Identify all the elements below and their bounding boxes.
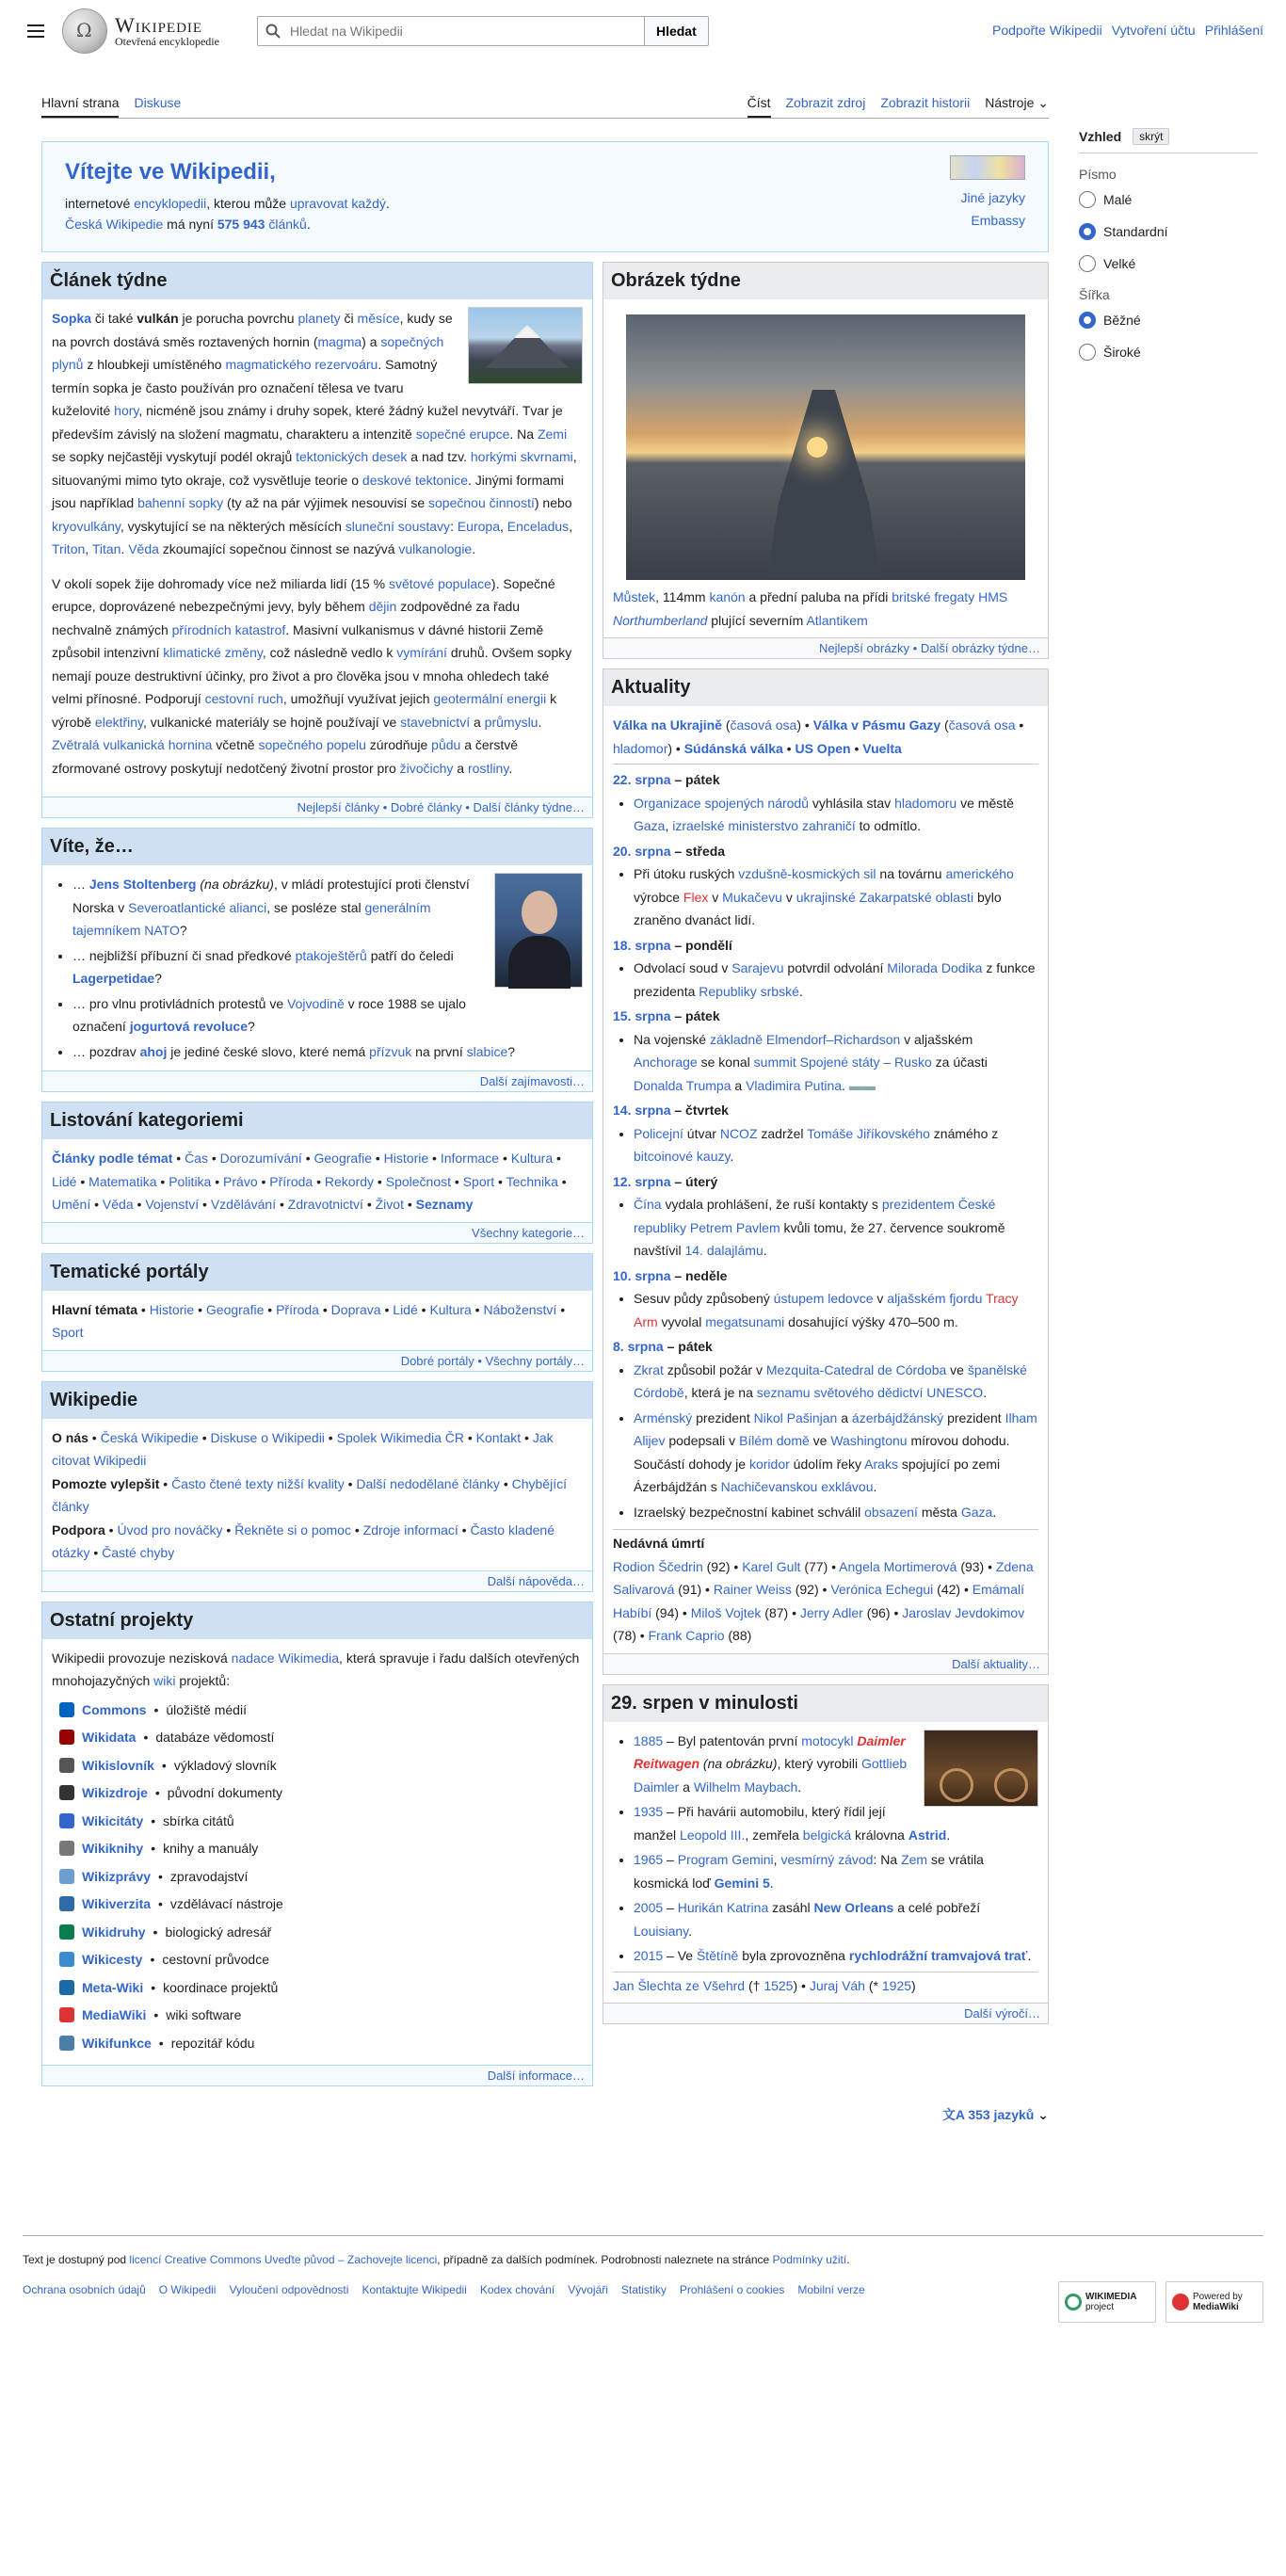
portals-box [41,1253,593,1372]
footer-link[interactable]: Vývojáři [568,2283,608,2296]
wikinews-icon [59,1869,74,1884]
project-link[interactable]: Wikizdroje [82,1785,148,1800]
wordmark-title: Wikipedie [115,13,203,38]
category-link[interactable]: Kultura [510,1151,554,1166]
portals-more[interactable] [42,1350,592,1371]
badge-text: Powered by [1193,2292,1243,2302]
other-projects-box [41,1602,593,2087]
project-link[interactable]: Wikiverzita [82,1896,152,1911]
wikimedia-foundation-link[interactable]: nadace Wikimedia [231,1650,340,1666]
more-link[interactable]: Všechny kategorie… [472,1225,585,1240]
other-languages-link[interactable]: Jiné jazyky [960,189,1025,205]
categories-box [41,1102,593,1244]
footer-link[interactable]: Prohlášení o cookies [679,2283,785,2296]
project-link[interactable]: Wikiknihy [82,1841,144,1856]
wiktionary-icon [59,1758,74,1773]
project-link[interactable]: Commons [82,1701,147,1717]
badge-text: project [1085,2302,1115,2312]
volcano-image[interactable] [468,307,583,384]
project-item [59,1865,583,1889]
tab-view-source[interactable]: Zobrazit zdroj [785,95,866,110]
categories-title: Listování kategoriemi [42,1103,592,1139]
chevron-down-icon: ⌄ [1037,2107,1049,2122]
featured-article-box [41,262,593,818]
project-item [59,1781,583,1805]
footer-link[interactable]: Vyloučení odpovědnosti [229,2283,349,2296]
wordmark-tagline: Otevřená encyklopedie [115,35,219,49]
portal-link[interactable]: Kultura [429,1301,472,1317]
picture-more[interactable] [603,637,1048,658]
radio-selected-icon [1079,223,1096,240]
text: , případně za dalších podmínek. Podrobnosti naleznete na stránce [437,2253,770,2266]
did-you-know-more[interactable] [42,1071,592,1091]
search-input[interactable] [288,23,627,40]
other-projects-body [42,1639,592,2066]
project-description: sbírka citátů [163,1812,234,1828]
articles-link[interactable]: článků [268,217,307,233]
portal-link[interactable]: Náboženství [483,1301,557,1317]
tab-discussion[interactable]: Diskuse [134,95,182,110]
separator: • [158,2035,164,2051]
tab-read[interactable]: Číst [747,95,771,118]
category-link[interactable]: Technika [506,1173,558,1189]
category-link[interactable]: Vzdělávání [210,1197,277,1212]
project-item [59,1976,583,2000]
more-link[interactable]: Nejlepší obrázky • Další obrázky týdne… [818,641,1040,655]
puzzle-logo-icon[interactable] [950,155,1025,180]
more-link[interactable]: Nejlepší články • Dobré články • Další články týdne… [297,800,585,814]
chevron-down-icon: ⌄ [1037,95,1049,110]
terms-link[interactable]: Podmínky užití [772,2253,847,2266]
appearance-panel [1079,128,1258,376]
project-item [59,1699,583,1722]
main-menu-button[interactable] [23,18,49,44]
news-body: Válka na Ukrajině (časová osa) • Válka v Pásmu Gazy (časová osa • hladomor) • Súdánská válka • US Open • Vuelta 22. srpna – pátek • Organizace spojených národů vyhlásila stav hladomoru ve městě Gaza, izraelské ministerstvo zahraničí to odmítlo. 20. srpna – středa • Při útoku ruských vzdušně-kosmických sil na továrnu amerického výrobce Flex v Mukačevu v ukrajinské Zakarpatské oblasti bylo zraněno dvanáct lidí. 18. srpna – pondělí • Odvolací soud v Sarajevu potvrdil odvolání Milorada Dodika z funkce prezidenta Republiky srbské. 15. srpna – pátek • Na vojenské základně Elmendorf–Richardson v aljašském Anchorage se konal summit Spojené státy – Rusko za účasti Donalda Trumpa a Vladimira Putina. ▬▬ 14. srpna – čtvrtek • Policejní útvar NCOZ zadržel Tomáše Jiříkovského známého z bitcoinové kauzy. 12. srpna – úterý • Čína vydala prohlášení, že ruší kontakty s prezidentem České republiky Petrem Pavlem kvůli tomu, že 27. července soukromě navštívil 14. dalajlámu. 10. srpna – neděle • Sesuv půdy způsobený ústupem ledovce v aljašském fjordu Tracy Arm vyvolal megatsunami dosahující výšky 470–500 m. 8. srpna – pátek • Zkrat způsobil požár v Mezquita-Catedral de Córdoba ve španělské Córdobě, která je na seznamu světového dědictví UNESCO. • Arménský prezident Nikol Pašinjan a ázerbájdžánský prezident Ilham Alijev podepsali v Bílém domě ve Washingtonu mírovou dohodu. Součástí dohody je koridor údolím řeky Araks spojující po zemi Ázerbájdžán s Nachičevanskou exklávou. • Izraelský bezpečnostní kabinet schválil obsazení města Gaza. Nedávná úmrtí Rodion Ščedrin (92) • Karel Gult (77) • Angela Mortimerová (93) • Zdena Salivarová (91) • Rainer Weiss (92) • Verónica Echegui (42) • Emámalí Habíbí (94) • Miloš Vojtek (87) • Jerry Adler (96) • Jaroslav Jevdokimov (78) • Frank Caprio (88) [603,706,1048,1653]
footer-link[interactable]: O Wikipedii [158,2283,217,2296]
separator: • [158,1896,163,1911]
wiki-link[interactable]: wiki [153,1673,176,1688]
text: Text je dostupný pod [23,2253,127,2266]
project-link[interactable]: Wikicitáty [82,1812,144,1828]
radio-selected-icon [1079,312,1096,329]
separator: • [153,1924,158,1940]
project-item [59,1810,583,1833]
featured-article-title: Článek týdne [42,263,592,299]
wikimedia-logo-icon [1065,2294,1082,2310]
welcome-right [950,155,1025,232]
main-content [41,141,1049,2124]
globe-icon [62,8,107,54]
category-link[interactable]: Informace [440,1151,500,1166]
wikipedia-help-box [41,1381,593,1592]
project-item [59,2032,583,2055]
category-link[interactable]: Věda [102,1197,134,1212]
did-you-know-title: Víte, že… [42,829,592,865]
project-description: knihy a manuály [163,1841,259,1856]
project-link[interactable]: Wikizprávy [82,1868,152,1884]
separator: • [161,1757,167,1773]
category-link[interactable]: Politika [169,1173,212,1189]
separator: • [151,1812,156,1828]
daimler-motorcycle-image[interactable] [924,1730,1038,1807]
project-description: wiki software [166,2007,242,2022]
project-item [59,1892,583,1916]
width-option-label: Běžné [1103,313,1141,328]
czech-wikipedia-link[interactable]: Česká Wikipedie [65,217,164,233]
featured-article-more[interactable] [42,797,592,817]
site-header [0,0,1286,62]
width-option-wide[interactable] [1079,344,1258,361]
text: Wikipedii provozuje nezisková [52,1650,228,1666]
history-more[interactable] [603,2003,1048,2023]
stoltenberg-portrait-image[interactable] [494,873,583,988]
category-link[interactable]: Umění [52,1197,91,1212]
category-link[interactable]: Seznamy [415,1197,474,1212]
portal-link[interactable]: Lidé [393,1301,418,1317]
separator: • [150,1952,155,1967]
portal-link[interactable]: Doprava [330,1301,381,1317]
wikimedia-project-badge[interactable] [1058,2281,1156,2323]
portal-link[interactable]: Geografie [205,1301,265,1317]
create-account-link[interactable]: Vytvoření účtu [1111,23,1196,38]
portals-body: Hlavní témata • Historie • Geografie • Příroda • Doprava • Lidé • Kultura • Náboženství • Sport [52,1301,566,1340]
edit-link[interactable]: upravovat každý [289,196,386,211]
badge-text: WIKIMEDIA [1085,2292,1137,2302]
project-description: výkladový slovník [173,1757,277,1773]
featured-article-body: Sopka či také vulkán je porucha povrchu planety či měsíce, kudy se na povrch dostává směs roztavených hornin (magma) a sopečných plynů z hloubkeji umístěného magmatického rezervoáru. Samotný termín sopka je často používán pro označení tělesa ve tvaru kuželovité hory, nicméně jsou známy i druhy sopek, které žádný kužel nevytváří. Tvar je především závislý na složení magmatu, charakteru a intenzitě sopečné erupce. Na Zemi se sopky nejčastěji vyskytují podél okrajů tektonických desek a nad tzv. horkými skvrnami, situovanými mimo tyto okraje, což vysvětluje teorie o deskové tektonice. Jinými formami jsou například bahenní sopky (ty až na pár výjimek nesouvisí se sopečnou činností) nebo kryovulkány, vyskytující se na některých měsících sluneční soustavy: Europa, Enceladus, Triton, Titan. Věda zkoumající sopečnou činnost se nazývá vulkanologie. V okolí sopek žije dohromady více než miliarda lidí (15 % světové populace). Sopečné erupce, doprovázené nebezpečnými jevy, byly během dějin zodpovědné za řadu nechvalně známých přírodních katastrof. Masivní vulkanismus v dávné historii Země způsobil intenzivní klimatické změny, což následně vedlo k vymírání druhů. Ovšem sopky nemají pouze destruktivní účinky, pro život a pro člověka jsou v mnoha ohledech také velmi přínosné. Podporují cestovní ruch, umožňují využívat jejich geotermální energii k výrobě elektřiny, vulkanické materiály se hojně používají ve stavebnictví a průmyslu. Zvětralá vulkanická hornina včetně sopečného popelu zúrodňuje půdu a čerstvě zformované ostrovy poskytují nedotčený životní prostor pro živočichy a rostliny. [42,299,592,797]
recent-deaths-title: Nedávná úmrtí [613,1529,1038,1555]
picture-body: Můstek, 114mm kanón a přední paluba na přídi britské fregaty HMS Northumberland plující severním Atlantikem [603,299,1048,637]
separator: • [153,2007,159,2022]
category-link[interactable]: Historie [383,1151,429,1166]
commons-icon [59,1702,74,1717]
wikipedia-help-more[interactable] [42,1570,592,1591]
footer-links [23,2283,870,2296]
projects-list [52,1699,583,2055]
separator: • [151,1979,156,1995]
separator: • [153,1701,159,1717]
project-link[interactable]: Meta-Wiki [82,1979,144,1995]
project-description: zpravodajství [169,1868,249,1884]
wikipedia-logo[interactable] [62,8,219,54]
translate-icon: 文A [941,2107,965,2122]
project-item [59,1921,583,1944]
tab-view-history[interactable]: Zobrazit historii [880,95,971,110]
font-option-small[interactable] [1079,191,1258,208]
wikiversity-icon [59,1896,74,1911]
powered-by-mediawiki-badge[interactable] [1165,2281,1263,2323]
font-option-label: Standardní [1103,224,1168,239]
meta-icon [59,1980,74,1995]
footer-link[interactable]: Kodex chování [479,2283,555,2296]
project-link[interactable]: Wikidata [82,1730,137,1745]
more-link[interactable]: Další aktuality… [952,1656,1040,1671]
picture-title: Obrázek týdne [603,263,1048,299]
separator: • [151,1841,156,1856]
search-icon [265,24,281,39]
project-description: původní dokumenty [167,1785,282,1800]
font-option-label: Malé [1103,192,1133,207]
project-description: vzdělávací nástroje [169,1896,283,1911]
search-button[interactable]: Hledat [645,16,709,46]
more-link[interactable]: Další zajímavosti… [479,1074,585,1088]
news-more[interactable] [603,1653,1048,1674]
project-link[interactable]: Wikicesty [82,1952,143,1967]
wikisource-icon [59,1785,74,1800]
font-option-large[interactable] [1079,255,1258,272]
project-item [59,1948,583,1972]
footer-link[interactable]: Kontaktujte Wikipedii [362,2283,467,2296]
footer-link[interactable]: Mobilní verze [797,2283,865,2296]
embassy-link[interactable]: Embassy [971,212,1025,228]
separator: • [154,1785,160,1800]
category-link[interactable]: Rekordy [324,1173,375,1189]
font-option-label: Velké [1103,256,1136,271]
picture-box [603,262,1049,659]
wikiquote-icon [59,1813,74,1828]
project-item [59,1837,583,1860]
login-link[interactable]: Přihlášení [1204,23,1263,38]
project-description: úložiště médií [166,1701,247,1717]
width-label: Šířka [1079,287,1110,302]
radio-icon [1079,255,1096,272]
history-title: 29. srpen v minulosti [603,1685,1048,1722]
welcome-title[interactable]: Vítejte ve Wikipedii, [65,159,276,185]
project-item [59,1754,583,1778]
appearance-title: Vzhled [1079,129,1122,144]
wikivoyage-icon [59,1952,74,1967]
project-item [59,2004,583,2027]
tab-main-page[interactable]: Hlavní strana [41,95,119,118]
separator: • [143,1730,149,1745]
did-you-know-body: • … Jens Stoltenberg (na obrázku), v mládí protestující proti členství Norska v Severoatlantické alianci, se posléze stal generálním tajemníkem NATO? • … nejbližší příbuzní či snad předkové ptakoještěrů patří do čeledi Lagerpetidae? • … pro vlnu protivládních protestů ve Vojvodině v roce 1988 se ujalo označení jogurtová revoluce? • … pozdrav ahoj je jediné české slovo, které nemá přízvuk na první slabice? [42,865,592,1071]
portal-link[interactable]: Příroda [276,1301,319,1317]
wikibooks-icon [59,1841,74,1856]
project-description: biologický adresář [165,1924,272,1940]
tools-label: Nástroje [985,95,1035,110]
radio-icon [1079,344,1096,361]
portals-lead: Hlavní témata [52,1301,138,1317]
project-link[interactable]: Wikifunkce [82,2035,152,2051]
portals-title: Tematické portály [42,1254,592,1291]
font-option-standard[interactable] [1079,223,1258,240]
news-box [603,668,1049,1675]
project-link[interactable]: Wikidruhy [82,1924,146,1940]
welcome-line-1: internetové encyklopedii, kterou může upravovat každý. [65,196,390,211]
text: , která spravuje i řadu dalších otevřených mnohojazyčných [52,1650,580,1688]
history-body: • 1885 – Byl patentován první motocykl Daimler Reitwagen (na obrázku), který vyrobili Gottlieb Daimler a Wilhelm Maybach. • 1935 – Při havárii automobilu, který řídil její manžel Leopold III., zemřela belgická královna Astrid. • 1965 – Program Gemini, vesmírný závod: Na Zem se vrátila kosmická loď Gemini 5. • 2005 – Hurikán Katrina zasáhl New Orleans a celé pobřeží Louisiany. • 2015 – Ve Štětíně byla zprovozněna rychlodrážní tramvajová trať. Jan Šlechta ze Všehrd († 1525) • Juraj Váh (* 1925) [603,1722,1048,2004]
welcome-box [41,141,1049,252]
project-item [59,1726,583,1749]
more-link[interactable]: Další nápověda… [487,1573,585,1588]
category-link[interactable]: Zdravotnictví [287,1197,363,1212]
footer-link[interactable]: Ochrana osobních údajů [23,2283,146,2296]
other-projects-title: Ostatní projekty [42,1602,592,1639]
categories-body: Články podle témat • Čas • Dorozumívání • Geografie • Historie • Informace • Kultura • Lidé • Matematika • Politika • Právo • Příroda • Rekordy • Společnost • Sport • Technika • Umění • Věda • Vojenství • Vzdělávání • Zdravotnictví • Život • Seznamy [52,1151,567,1212]
license-link[interactable]: licencí Creative Commons Uveďte původ – Zachovejte licenci [129,2253,438,2266]
project-link[interactable]: Wikislovník [82,1757,154,1773]
more-link[interactable]: Další výročí… [964,2006,1040,2021]
category-link[interactable]: Lidé [52,1173,77,1189]
welcome-line-2: Česká Wikipedie má nyní 575 943 článků. [65,217,311,233]
language-count[interactable]: 353 jazyků [968,2107,1035,2122]
wikidata-icon [59,1730,74,1745]
text: má nyní [167,217,214,233]
category-link[interactable]: Geografie [313,1151,372,1166]
mediawiki-icon [59,2007,74,2022]
flags-icon: ▬▬ [848,1077,876,1093]
radio-icon [1079,191,1096,208]
frigate-image[interactable] [626,314,1025,580]
category-link[interactable]: Matematika [88,1173,157,1189]
category-link[interactable]: Příroda [269,1173,313,1189]
text: internetové [65,196,131,211]
project-description: databáze vědomostí [155,1730,275,1745]
category-link[interactable]: Právo [223,1173,258,1189]
project-description: koordinace projektů [163,1979,279,1995]
width-option-standard[interactable] [1079,312,1258,329]
tools-menu[interactable] [985,95,1049,118]
license-text: Text je dostupný pod licencí Creative Commons Uveďte původ – Zachovejte licenci, případně za dalších podmínek. Podrobnosti naleznete na stránce Podmínky užití. [23,2253,850,2266]
text: , kterou může [206,196,287,211]
project-link[interactable]: MediaWiki [82,2007,147,2022]
wikipedia-help-body: O nás • Česká Wikipedie • Diskuse o Wikipedii • Spolek Wikimedia ČR • Kontakt • Jak citovat Wikipedii Pomozte vylepšit • Často čtené texty nižší kvality • Další nedodělané články • Chybějící články Podpora • Úvod pro nováčky • Řekněte si o pomoc • Zdroje informací • Často kladené otázky • Časté chyby [52,1429,567,1560]
did-you-know-box [41,828,593,1092]
width-option-label: Široké [1103,345,1141,360]
category-link[interactable]: Život [375,1197,404,1212]
footer [23,2235,1263,2348]
search-form [257,16,709,46]
project-description: cestovní průvodce [162,1952,269,1967]
category-link[interactable]: Sport [462,1173,495,1189]
hide-button[interactable]: skrýt [1133,128,1169,145]
other-projects-more[interactable] [42,2065,592,2085]
font-label: Písmo [1079,167,1117,182]
portal-link[interactable]: Sport [52,1325,84,1340]
more-link[interactable]: Dobré portály • Všechny portály… [400,1353,585,1368]
category-link[interactable]: Dorozumívání [219,1151,302,1166]
page-tabs [41,85,1049,119]
category-link[interactable]: Vojenství [145,1197,200,1212]
encyclopedia-link[interactable]: encyklopedii [134,196,207,211]
wikipedia-help-title: Wikipedie [42,1382,592,1419]
search-box [257,16,645,46]
portal-link[interactable]: Historie [149,1301,195,1317]
badge-text: MediaWiki [1193,2302,1239,2312]
page-title [65,159,1025,185]
category-link[interactable]: Čas [185,1151,208,1166]
separator: • [158,1868,163,1884]
language-selector[interactable] [41,2105,1049,2124]
donate-link[interactable]: Podpořte Wikipedii [992,23,1102,38]
more-link[interactable]: Další informace… [487,2069,585,2083]
footer-link[interactable]: Statistiky [620,2283,667,2296]
user-links [992,23,1263,38]
history-box [603,1684,1049,2025]
article-count[interactable]: 575 943 [217,217,265,233]
mediawiki-logo-icon [1172,2294,1189,2310]
news-title: Aktuality [603,669,1048,706]
project-description: repozitář kódu [170,2035,255,2051]
category-link[interactable]: Společnost [385,1173,452,1189]
wikispecies-icon [59,1924,74,1940]
text: projektů: [179,1673,231,1688]
categories-lead-link[interactable]: Články podle témat [52,1151,173,1166]
wikifunctions-icon [59,2036,74,2051]
categories-more[interactable] [42,1222,592,1243]
